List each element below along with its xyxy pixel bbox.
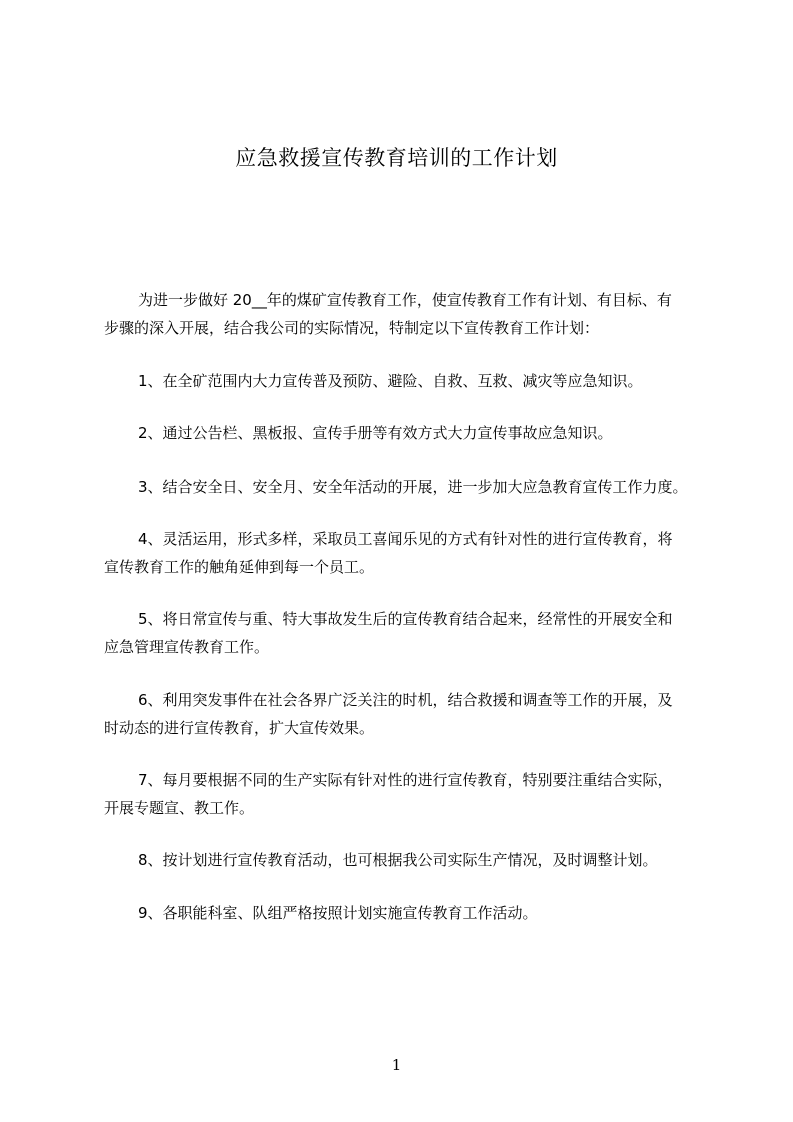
list-item-5 — [104, 605, 716, 661]
page-number: 1 — [391, 1056, 402, 1074]
list-item-text-continued: 宣传教育工作的触角延伸到每一个员工。 — [104, 558, 375, 576]
list-item-text: 6、利用突发事件在社会各界广泛关注的时机，结合救援和调查等工作的开展，及 — [138, 691, 673, 709]
list-item-3 — [104, 473, 716, 501]
list-item-text-continued: 应急管理宣传教育工作。 — [104, 638, 270, 656]
list-item-text-continued: 开展专题宣、教工作。 — [104, 799, 255, 817]
list-item-text: 5、将日常宣传与重、特大事故发生后的宣传教育结合起来，经常性的开展安全和 — [138, 610, 673, 628]
list-item-text: 3、结合安全日、安全月、安全年活动的开展，进一步加大应急教育宣传工作力度。 — [138, 478, 688, 496]
list-item-1 — [104, 367, 716, 395]
list-item-text: 8、按计划进行宣传教育活动，也可根据我公司实际生产情况，及时调整计划。 — [138, 851, 658, 869]
list-item-text: 9、各职能科室、队组严格按照计划实施宣传教育工作活动。 — [138, 904, 538, 922]
list-item-9 — [104, 899, 716, 927]
document-title: 应急救援宣传教育培训的工作计划 — [235, 146, 558, 170]
intro-line-2: 步骤的深入开展，结合我公司的实际情况，特制定以下宣传教育工作计划： — [104, 319, 600, 337]
list-item-text: 4、灵活运用，形式多样，采取员工喜闻乐见的方式有针对性的进行宣传教育，将 — [138, 530, 673, 548]
list-item-6 — [104, 686, 716, 742]
intro-line-1: 为进一步做好 20__年的煤矿宣传教育工作，使宣传教育工作有计划、有目标、有 — [138, 291, 672, 309]
intro-paragraph — [104, 286, 716, 342]
list-item-text: 1、在全矿范围内大力宣传普及预防、避险、自救、互救、减灾等应急知识。 — [138, 372, 643, 390]
list-item-text-continued: 时动态的进行宣传教育，扩大宣传效果。 — [104, 719, 375, 737]
list-item-text: 2、通过公告栏、黑板报、宣传手册等有效方式大力宣传事故应急知识。 — [138, 424, 613, 442]
list-item-2 — [104, 419, 716, 447]
list-item-7 — [104, 766, 716, 822]
list-item-4 — [104, 525, 716, 581]
list-item-text: 7、每月要根据不同的生产实际有针对性的进行宣传教育，特别要注重结合实际， — [138, 771, 673, 789]
list-item-8 — [104, 846, 716, 874]
